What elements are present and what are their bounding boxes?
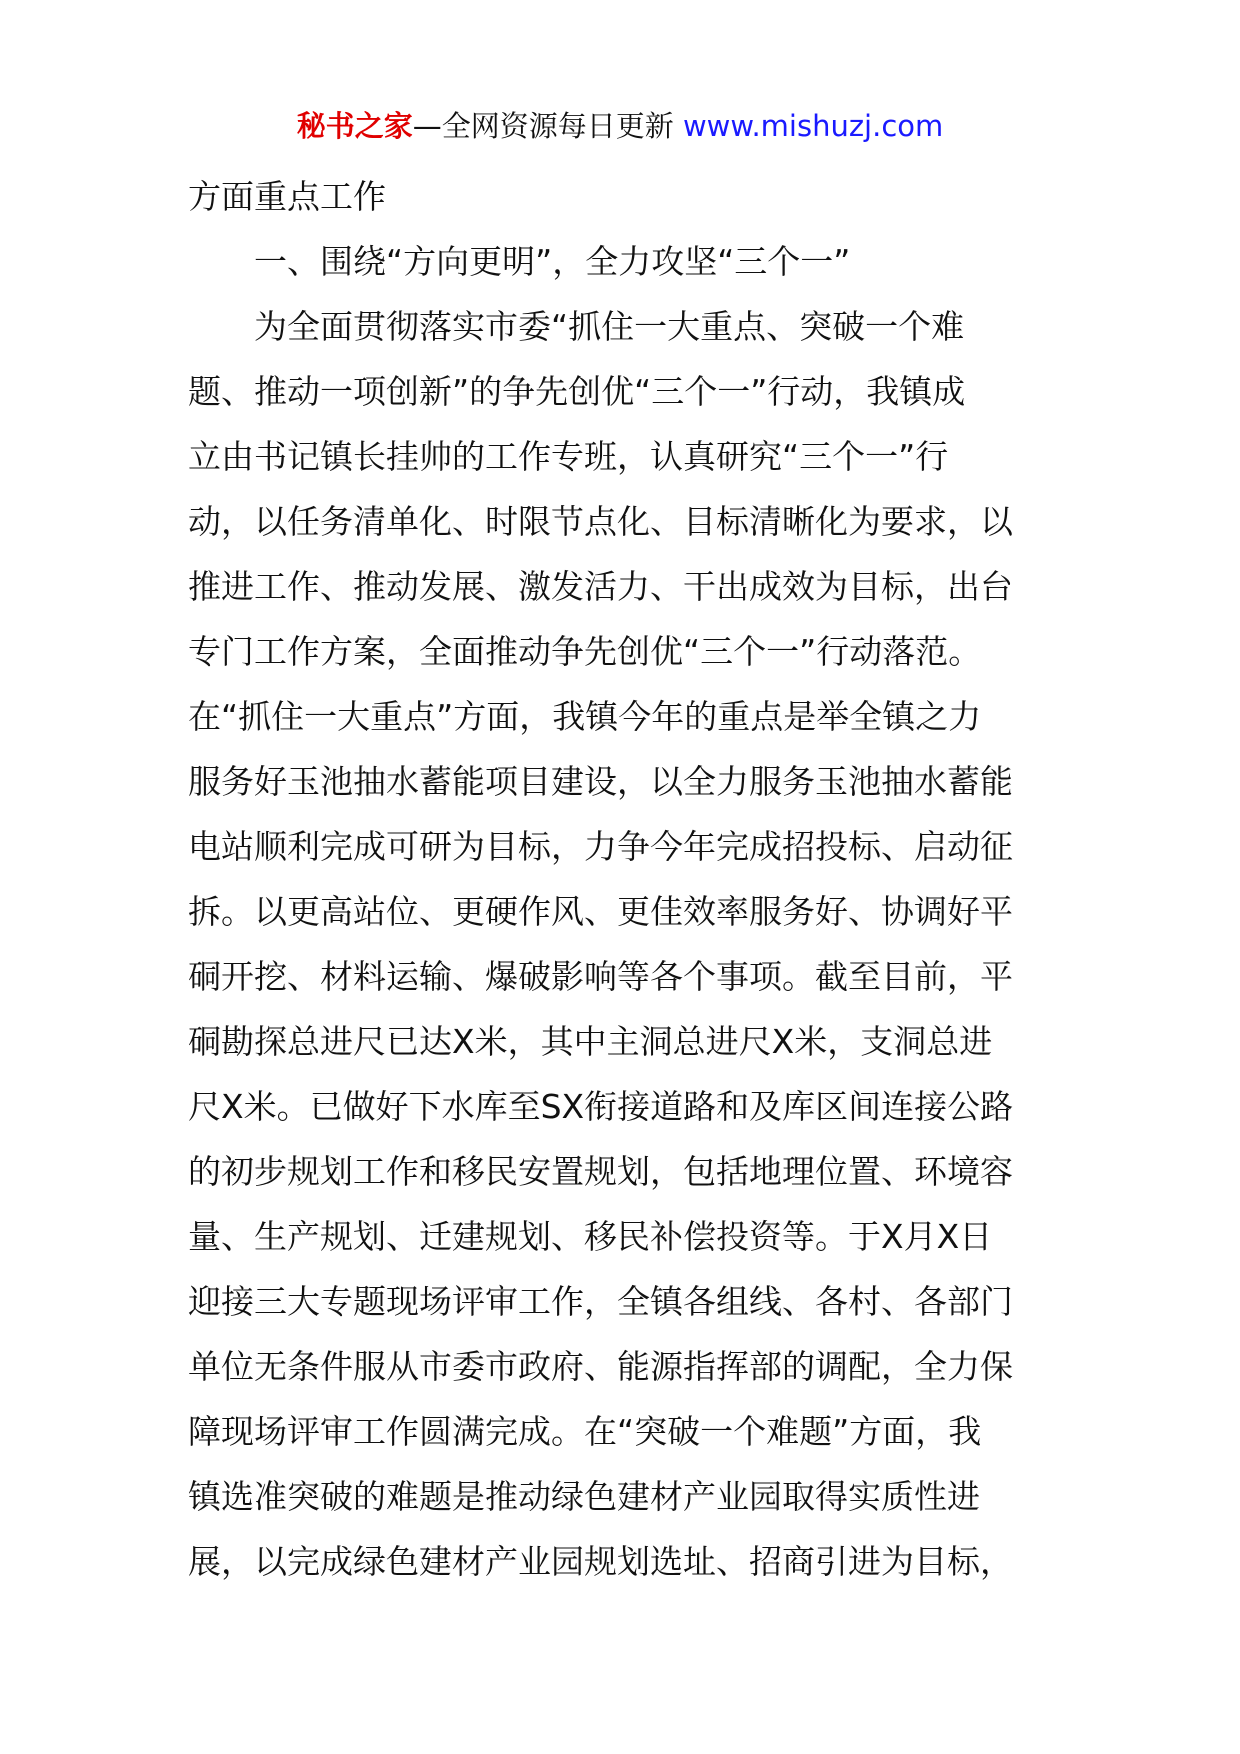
page-header: [0, 106, 1240, 146]
text-line: 单位无条件服从市委市政府、能源指挥部的调配，全力保: [188, 1347, 1013, 1386]
text-line: 在“抓住一大重点”方面，我镇今年的重点是举全镇之力: [188, 697, 982, 736]
text-line: 障现场评审工作圆满完成。在“突破一个难题”方面，我: [188, 1412, 982, 1451]
text-line: 立由书记镇长挂帅的工作专班，认真研究“三个一”行: [188, 437, 949, 476]
text-line: 专门工作方案，全面推动争先创优“三个一”行动落范。: [188, 632, 982, 671]
text-line: 展，以完成绿色建材产业园规划选址、招商引进为目标，: [188, 1542, 1013, 1581]
text-line: 动，以任务清单化、时限节点化、目标清晰化为要求，以: [188, 502, 1013, 541]
text-line: 方面重点工作: [188, 177, 386, 216]
text-line: 的初步规划工作和移民安置规划，包括地理位置、环境容: [188, 1152, 1013, 1191]
text-line: 量、生产规划、迁建规划、移民补偿投资等。于X月X日: [188, 1217, 993, 1256]
text-line: 为全面贯彻落实市委“抓住一大重点、突破一个难: [254, 307, 965, 346]
document-body: [188, 164, 1056, 1594]
text-line: 镇选准突破的难题是推动绿色建材产业园取得实质性进: [188, 1477, 980, 1516]
text-line: 推进工作、推动发展、激发活力、干出成效为目标，出台: [188, 567, 1013, 606]
header-tagline: —全网资源每日更新: [412, 109, 674, 143]
text-line: 拆。以更高站位、更硬作风、更佳效率服务好、协调好平: [188, 892, 1013, 931]
text-line: 电站顺利完成可研为目标，力争今年完成招投标、启动征: [188, 827, 1013, 866]
text-line: 硐勘探总进尺已达X米，其中主洞总进尺X米，支洞总进: [188, 1022, 993, 1061]
section-heading: 一、围绕“方向更明”，全力攻坚“三个一”: [254, 242, 851, 281]
text-line: 服务好玉池抽水蓄能项目建设，以全力服务玉池抽水蓄能: [188, 762, 1013, 801]
text-line: 迎接三大专题现场评审工作，全镇各组线、各村、各部门: [188, 1282, 1013, 1321]
website-link[interactable]: www.mishuzj.com: [682, 109, 944, 143]
text-line: 尺X米。已做好下水库至SX衔接道路和及库区间连接公路: [188, 1087, 1014, 1126]
text-line: 题、推动一项创新”的争先创优“三个一”行动，我镇成: [188, 372, 966, 411]
text-line: 硐开挖、材料运输、爆破影响等各个事项。截至目前，平: [188, 957, 1013, 996]
brand-name: 秘书之家: [296, 109, 413, 143]
